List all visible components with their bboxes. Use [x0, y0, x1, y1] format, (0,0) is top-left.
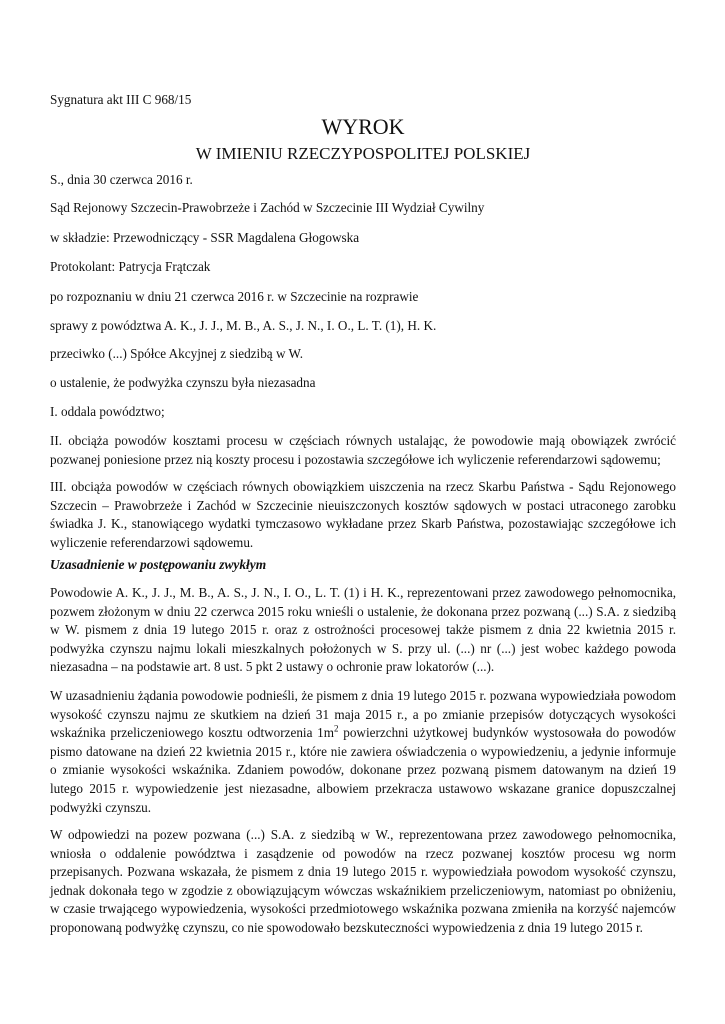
case-defendant: przeciwko (...) Spółce Akcyjnej z siedzibą w W. [50, 346, 304, 361]
paragraph-2-text-a: W uzasadnieniu żądania powodowie podnieśli, że pismem z dnia 19 lutego 2015 r. pozwana wypowiedziała powodom wysokość czynszu najmu ze skutkiem na dzień 31 maja 2015 r., a po zmianie przepisów dotyczących wysokości wskaźnika przeliczeniowego kosztu odtworzenia 1m [50, 688, 676, 741]
superscript-2: 2 [334, 723, 339, 734]
case-plaintiffs: sprawy z powództwa A. K., J. J., M. B., A. S., J. N., I. O., L. T. (1), H. K. [50, 318, 437, 333]
case-subject: o ustalenie, że podwyżka czynszu była niezasadna [50, 375, 316, 390]
document-subtitle: W IMIENIU RZECZYPOSPOLITEJ POLSKIEJ [195, 144, 531, 163]
hearing-info: po rozpoznaniu w dniu 21 czerwca 2016 r. w Szczecinie na rozprawie [50, 289, 419, 304]
court-name: Sąd Rejonowy Szczecin-Prawobrzeże i Zachód w Szczecinie III Wydział Cywilny [50, 200, 485, 215]
justification-heading: Uzasadnienie w postępowaniu zwykłym [50, 557, 267, 572]
ruling-item-1: I. oddala powództwo; [50, 404, 165, 419]
paragraph-2-text-b: powierzchni użytkowej budynków wystosowała do powodów pismo datowane na dzień 22 kwietnia 2015 r., które nie zawiera oświadczenia o wypowiedzeniu, a jedynie informuje o zmianie wysokości wskaźnika. Zdaniem powodów, dokonane przez pozwaną pismem datowanym na dzień 19 lutego 2015 r. wypowiedzenie jest niezasadne, albowiem przekracza ustawowo wskazane granice dopuszczalnej podwyżki czynszu. [50, 725, 676, 815]
document-title: WYROK [321, 114, 405, 139]
ruling-item-3: III. obciąża powodów w częściach równych obowiązkiem uiszczenia na rzecz Skarbu Państwa - Sądu Rejonowego Szczecin – Prawobrzeże i Zachód w Szczecinie nieuiszczonych kosztów sądowych w postaci utraconego zarobku świadka J. K., stanowiącego wydatki tymczasowo wykładane przez Skarb Państwa, pozostawiając szczegółowe ich wyliczenie referendarzowi sądowemu. [50, 479, 676, 550]
justification-paragraph-3: W odpowiedzi na pozew pozwana (...) S.A. z siedzibą w W., reprezentowana przez zawodowego pełnomocnika, wniosła o oddalenie powództwa i zasądzenie od powodów na rzecz pozwanej kosztów procesu wg norm przepisanych. Pozwana wskazała, że pismem z dnia 19 lutego 2015 r. wypowiedziała powodom wysokość czynszu, jednak dokonała tego w zgodzie z obowiązującym wówczas wskaźnikiem przeliczeniowym, natomiast po obniżeniu, w czasie trwającego wypowiedzenia, wysokości przedmiotowego wskaźnika pozwana zmieniła na korzyść najemców proponowaną podwyżkę czynszu, co nie spowodowało bezskuteczności wypowiedzenia z dnia 19 lutego 2015 r. [50, 827, 676, 935]
clerk: Protokolant: Patrycja Frątczak [50, 259, 211, 274]
case-signature: Sygnatura akt III C 968/15 [50, 92, 192, 107]
ruling-item-2: II. obciąża powodów kosztami procesu w częściach równych ustalając, że powodowie mają obowiązek zwrócić pozwanej poniesione przez nią koszty procesu i pozostawia szczegółowe ich wyliczenie referendarzowi sądowemu; [50, 433, 676, 467]
place-date: S., dnia 30 czerwca 2016 r. [50, 172, 193, 187]
justification-paragraph-1: Powodowie A. K., J. J., M. B., A. S., J. N., I. O., L. T. (1) i H. K., reprezentowani przez zawodowego pełnomocnika, pozwem złożonym w dniu 22 czerwca 2015 roku wnieśli o ustalenie, że dokonana przez pozwaną (...) S.A. z siedzibą w W. pismem z dnia 19 lutego 2015 r. oraz z ostrożności procesowej także pismem z dnia 22 kwietnia 2015 r. podwyżka czynszu najmu lokali mieszkalnych położonych w S. przy ul. (...) nr (...) jest wobec każdego powoda niezasadna – na podstawie art. 8 ust. 5 pkt 2 ustawy o ochronie praw lokatorów (...). [50, 585, 676, 675]
court-composition: w składzie: Przewodniczący - SSR Magdalena Głogowska [50, 230, 360, 245]
justification-paragraph-2 [50, 687, 676, 817]
